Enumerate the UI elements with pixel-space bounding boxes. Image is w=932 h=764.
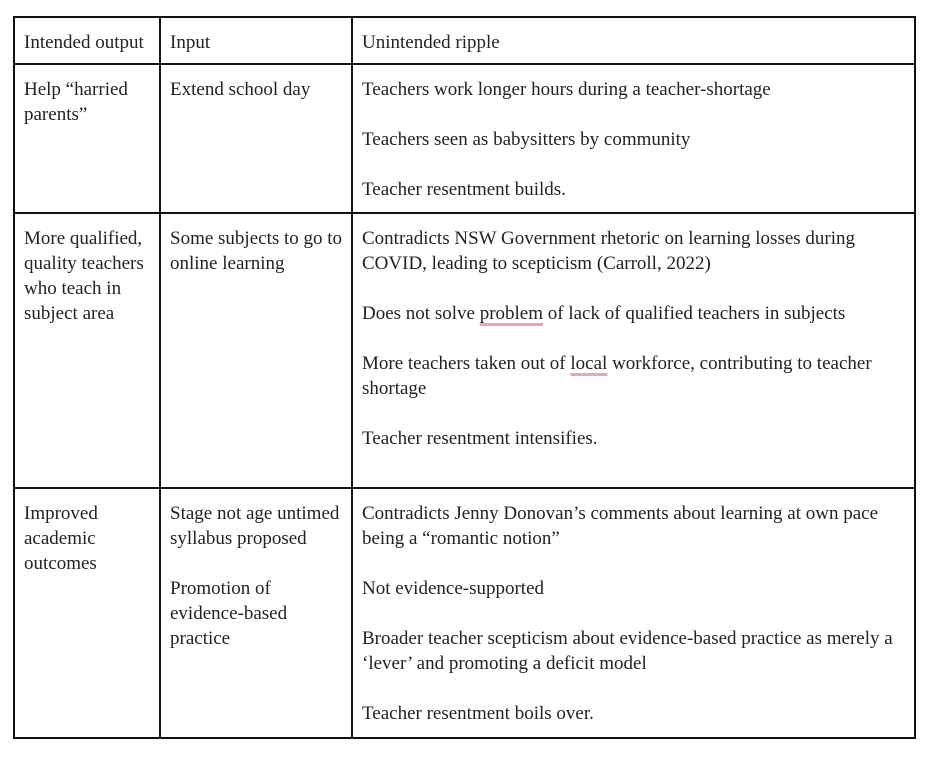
input-cell [160, 213, 352, 488]
ripple-text [362, 301, 906, 326]
header-unintended-ripple: Unintended ripple [352, 17, 915, 64]
input-cell [160, 64, 352, 213]
table-row [14, 213, 915, 488]
input-text: Extend school day [170, 79, 311, 100]
ripple-text-start: More teachers taken out of [362, 353, 571, 374]
ripple-text: Not evidence-supported [362, 578, 545, 599]
ripple-text: Teachers work longer hours during a teacher-shortage [362, 79, 771, 100]
intended-output-cell: Help “harried parents” [14, 64, 160, 213]
input-text: Some subjects to go to online learning [170, 228, 343, 274]
ripple-text-start: Does not solve [362, 303, 480, 324]
header-input: Input [160, 17, 352, 64]
ripple-text [362, 351, 906, 401]
ripple-text: Teachers seen as babysitters by community [362, 129, 691, 150]
table-row [14, 64, 915, 213]
ripple-text: Broader teacher scepticism about evidence-based practice as merely a ‘lever’ and promoting a deficit model [362, 628, 893, 674]
header-row [14, 17, 915, 64]
ripple-text-end: workforce, contributing to teacher shortage [362, 353, 872, 399]
ripple-cell [352, 488, 915, 738]
input-text: Promotion of evidence-based practice [170, 578, 288, 649]
spellcheck-marked-word[interactable]: local [570, 353, 608, 374]
ripple-text: Contradicts NSW Government rhetoric on learning losses during COVID, leading to scepticism (Carroll, 2022) [362, 228, 856, 274]
ripple-text-end: of lack of qualified teachers in subjects [543, 303, 846, 324]
ripple-text: Contradicts Jenny Donovan’s comments about learning at own pace being a “romantic notion” [362, 503, 879, 549]
ripple-cell [352, 64, 915, 213]
input-text: Stage not age untimed syllabus proposed [170, 503, 340, 549]
ripple-table [13, 16, 916, 739]
header-intended-output: Intended output [14, 17, 160, 64]
ripple-text: Teacher resentment intensifies. [362, 428, 598, 449]
table-row [14, 488, 915, 738]
intended-output-cell: Improved academic outcomes [14, 488, 160, 738]
input-cell [160, 488, 352, 738]
ripple-text: Teacher resentment boils over. [362, 703, 594, 724]
ripple-text: Teacher resentment builds. [362, 179, 566, 200]
ripple-cell [352, 213, 915, 488]
spellcheck-marked-word[interactable]: problem [479, 303, 544, 324]
intended-output-cell: More qualified, quality teachers who teach in subject area [14, 213, 160, 488]
